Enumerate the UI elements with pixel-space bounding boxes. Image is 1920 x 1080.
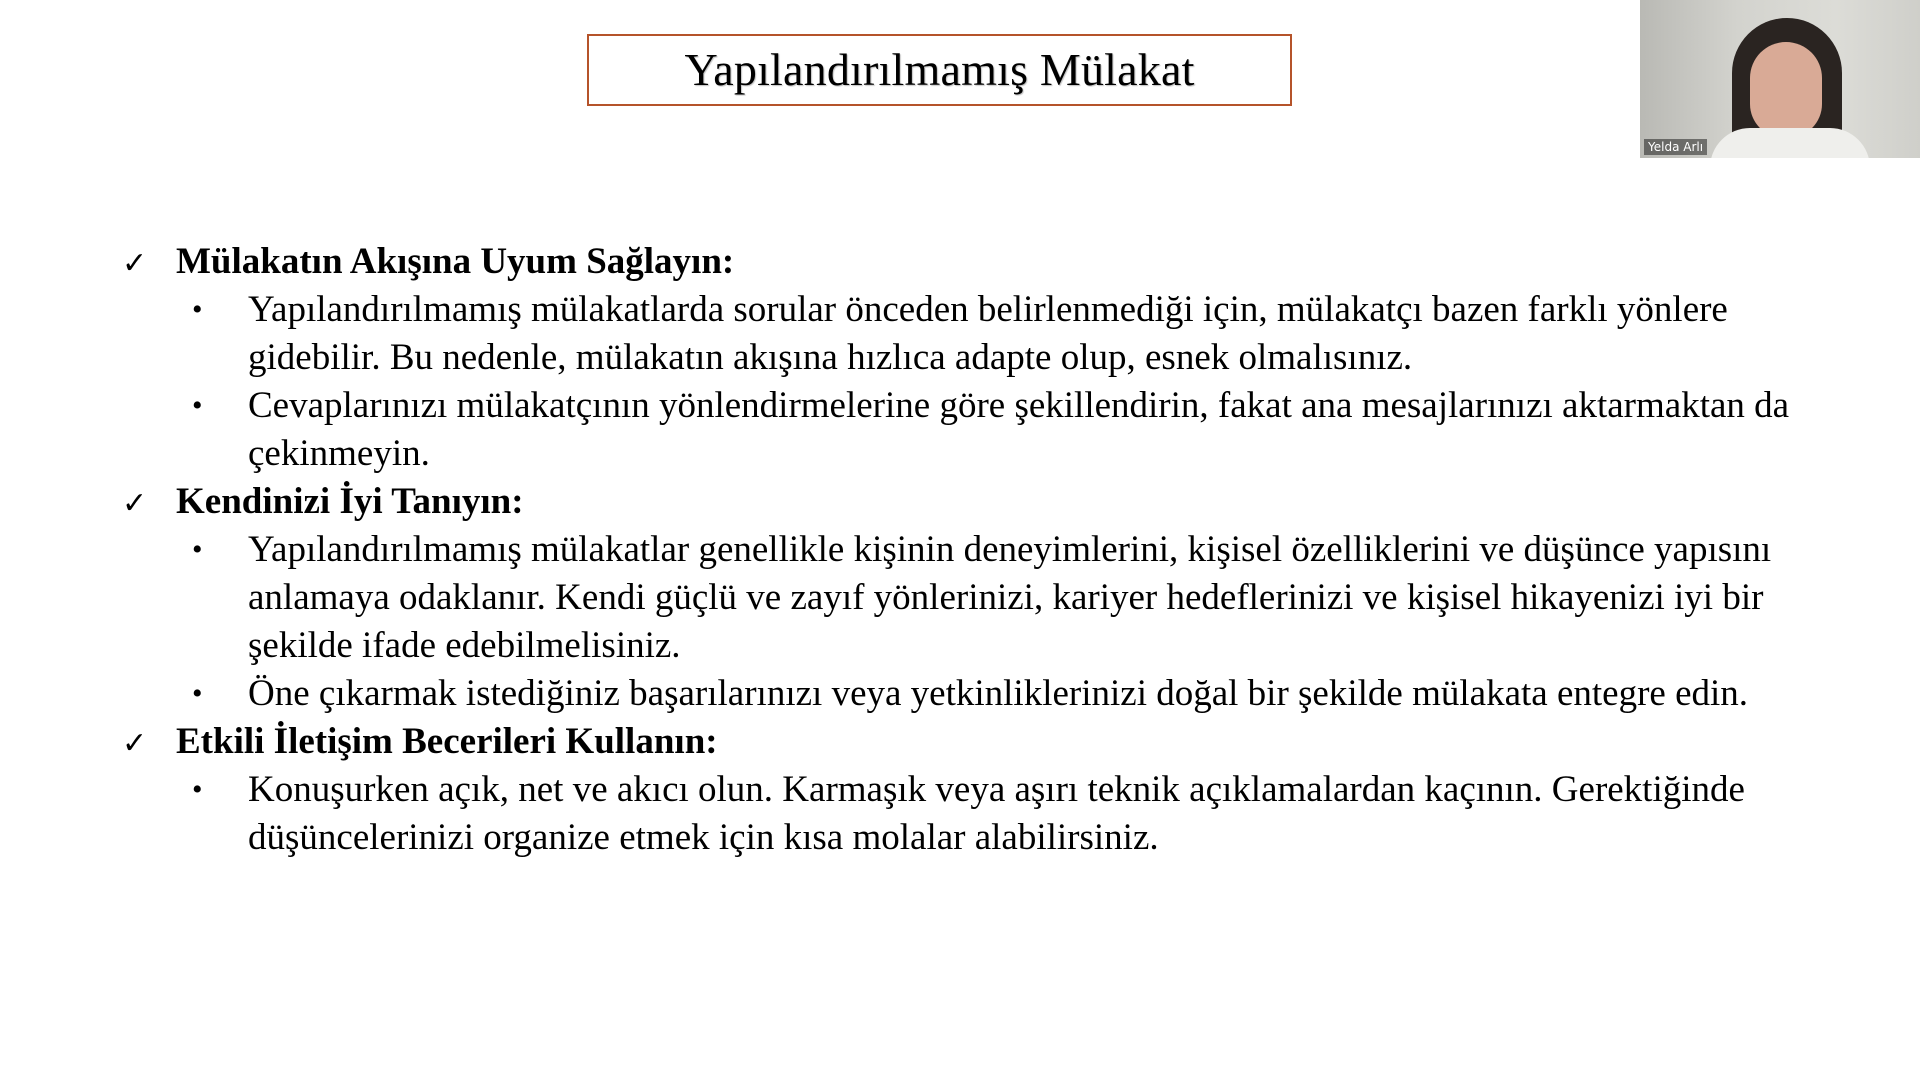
- bullet-icon: •: [192, 389, 203, 422]
- participant-shirt: [1710, 128, 1870, 158]
- section-know-yourself: [122, 478, 1862, 718]
- bullet-text: Yapılandırılmamış mülakatlarda sorular önceden belirlenmediği için, mülakatçı bazen farklı yönlere gidebilir. Bu nedenle, mülakatın akışına hızlıca adapte olup, esnek olmalısınız.: [248, 289, 1728, 378]
- bullet-text: Cevaplarınızı mülakatçının yönlendirmelerine göre şekillendirin, fakat ana mesajlarınızı aktarmaktan da çekinmeyin.: [248, 385, 1790, 474]
- participant-face: [1750, 42, 1822, 138]
- list-item: [122, 526, 1862, 670]
- checkmark-icon: ✓: [122, 726, 148, 761]
- bullet-text: Yapılandırılmamış mülakatlar genellikle kişinin deneyimlerini, kişisel özelliklerini ve düşünce yapısını anlamaya odaklanır. Kendi güçlü ve zayıf yönlerinizi, kariyer hedeflerinizi ve kişisel hikayenizi iyi bir şekilde ifade edebilmelisiniz.: [248, 529, 1772, 666]
- section-heading: Etkili İletişim Becerileri Kullanın:: [176, 721, 718, 762]
- section-heading: Kendinizi İyi Tanıyın:: [176, 481, 524, 522]
- slide-content: [122, 238, 1862, 862]
- checkmark-icon: ✓: [122, 486, 148, 521]
- section-flow-adaptation: [122, 238, 1862, 478]
- bullet-icon: •: [192, 293, 203, 326]
- list-item: [122, 286, 1862, 382]
- participant-name-label: Yelda Arlı: [1644, 139, 1707, 155]
- section-heading: Mülakatın Akışına Uyum Sağlayın:: [176, 241, 735, 282]
- bullet-icon: •: [192, 677, 203, 710]
- section-header: [122, 238, 1862, 286]
- slide-title-box: [587, 34, 1292, 106]
- list-item: [122, 382, 1862, 478]
- list-item: [122, 766, 1862, 862]
- section-header: [122, 718, 1862, 766]
- webcam-thumbnail[interactable]: [1640, 0, 1920, 158]
- bullet-text: Konuşurken açık, net ve akıcı olun. Karmaşık veya aşırı teknik açıklamalardan kaçının. Gerektiğinde düşüncelerinizi organize etmek için kısa molalar alabilirsiniz.: [248, 769, 1745, 858]
- section-communication-skills: [122, 718, 1862, 862]
- section-header: [122, 478, 1862, 526]
- bullet-text: Öne çıkarmak istediğiniz başarılarınızı veya yetkinliklerinizi doğal bir şekilde mülakata entegre edin.: [248, 673, 1749, 714]
- slide-title: Yapılandırılmamış Mülakat: [684, 44, 1195, 95]
- checkmark-icon: ✓: [122, 246, 148, 281]
- list-item: [122, 670, 1862, 718]
- bullet-icon: •: [192, 533, 203, 566]
- bullet-icon: •: [192, 773, 203, 806]
